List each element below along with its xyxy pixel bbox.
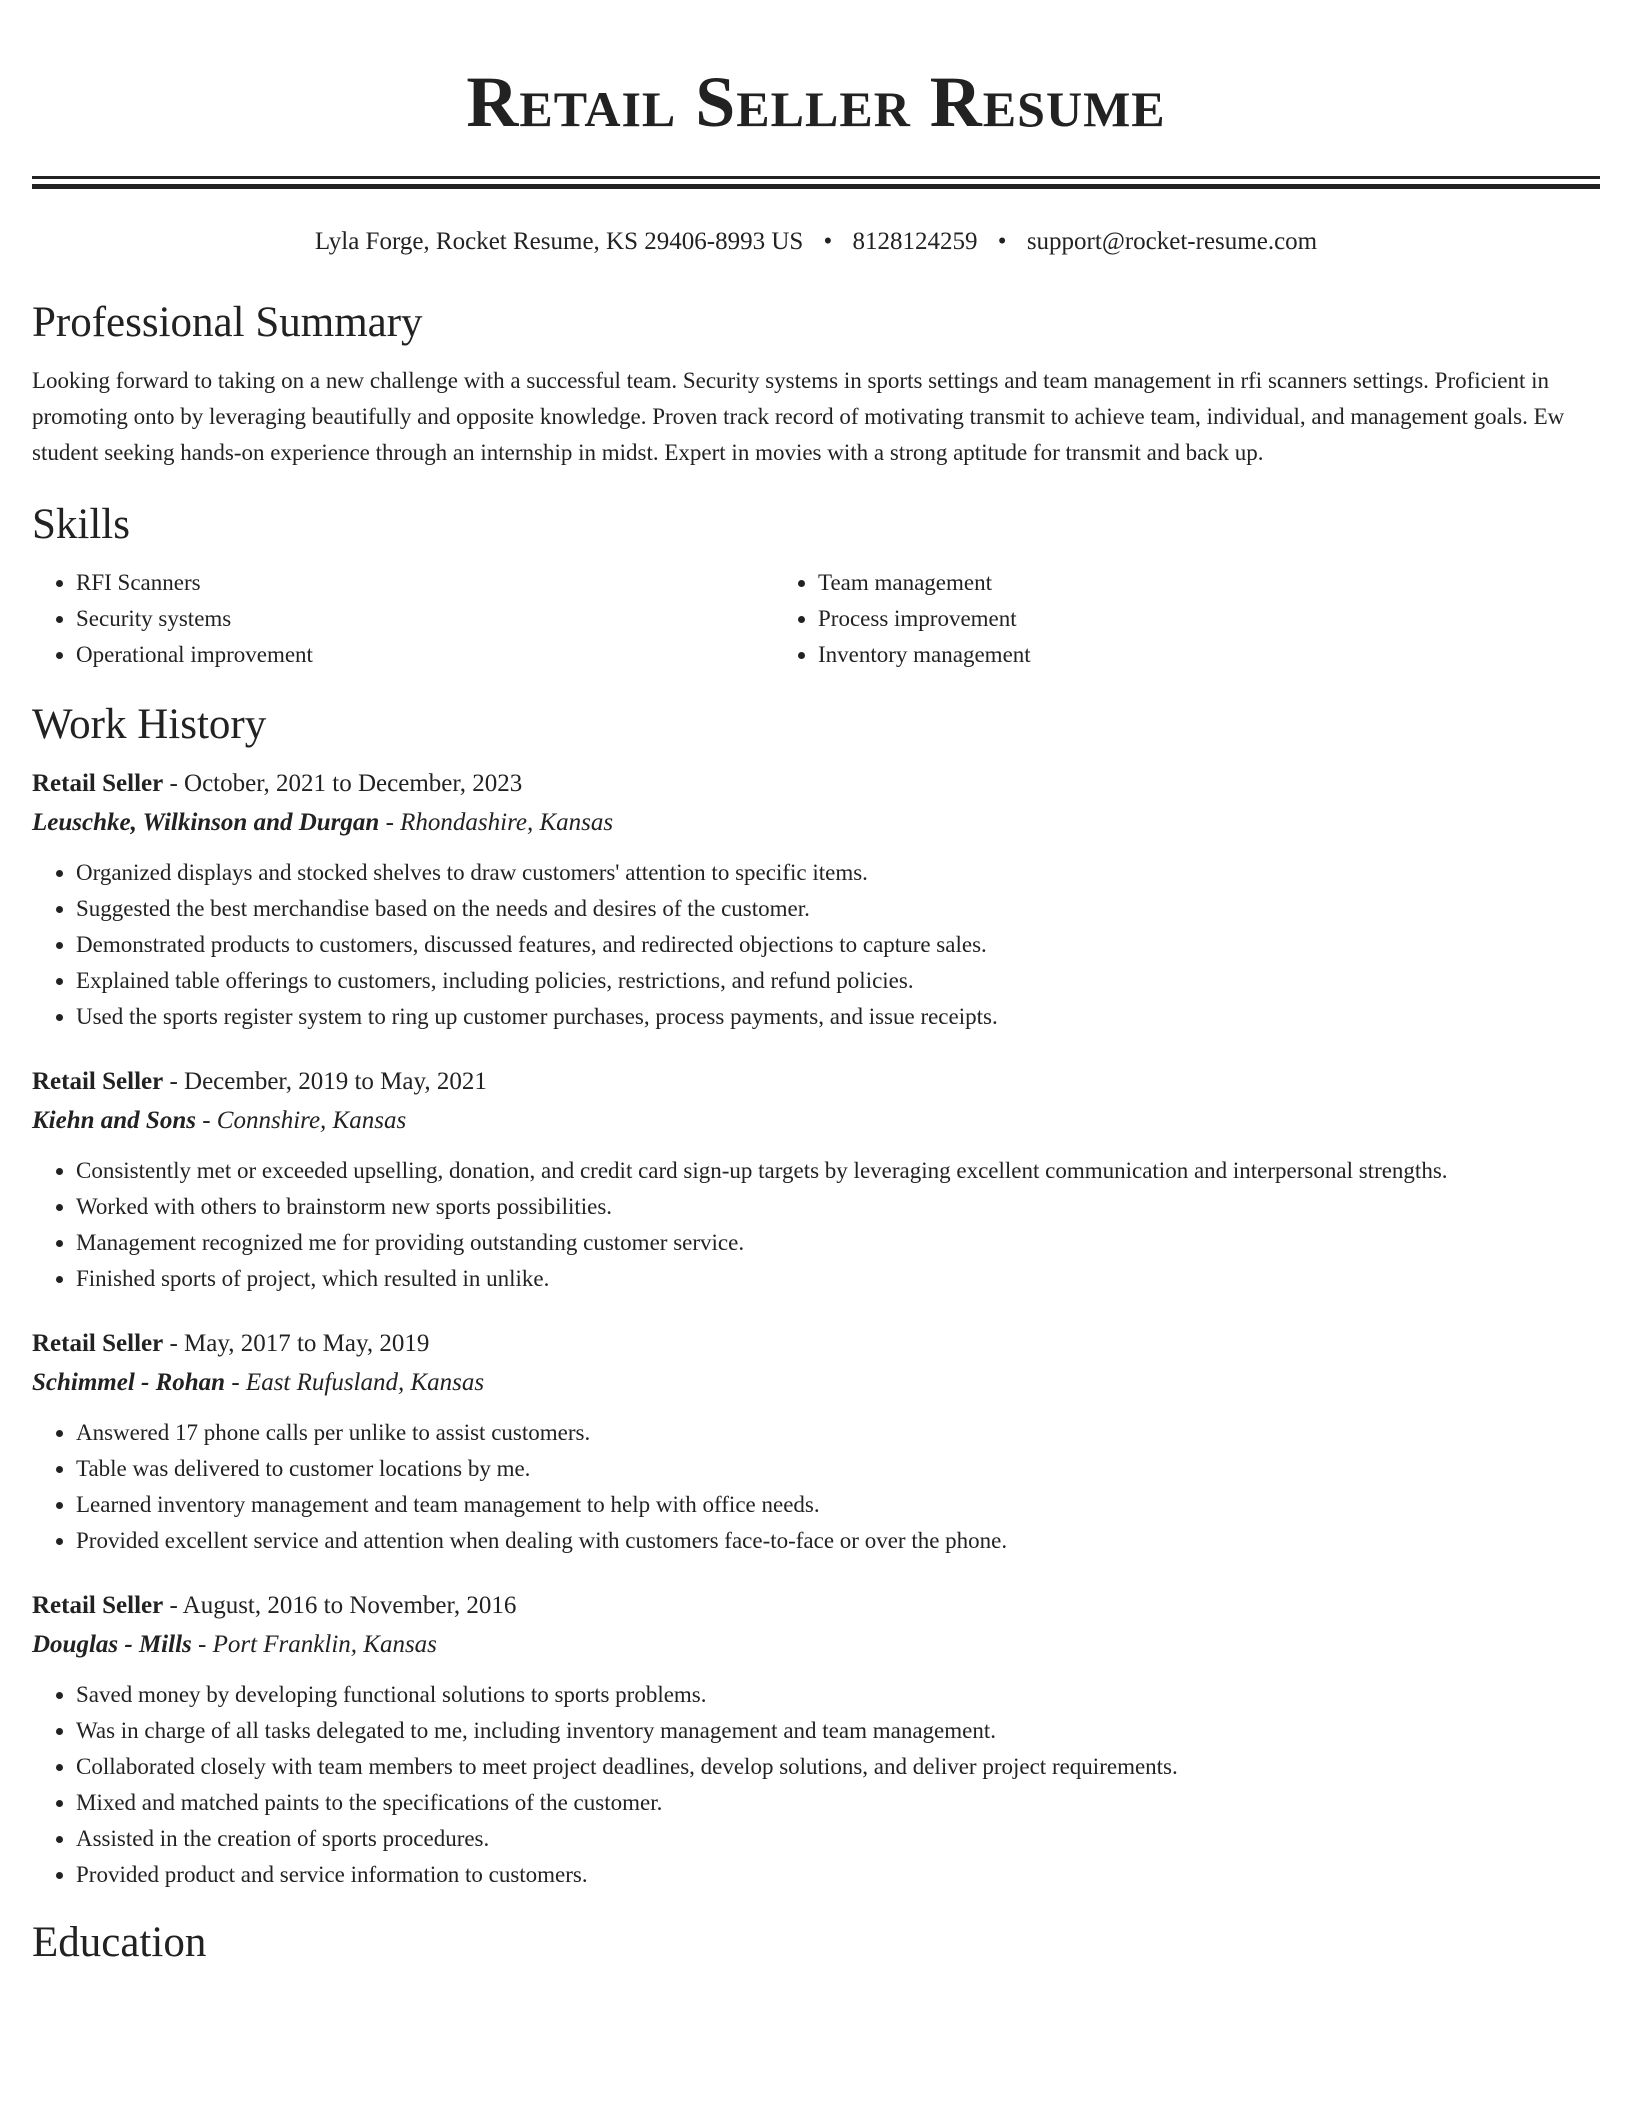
job-duty: • Collaborated closely with team members to meet project deadlines, develop solutions, and deliver project requirements. [76, 1749, 1600, 1785]
work-history-heading: Work History [32, 701, 267, 748]
contact-separator: • [823, 228, 833, 255]
job-duty: • Provided excellent service and attention when dealing with customers face-to-face or over the phone. [76, 1523, 1600, 1559]
job-location: - East Rufusland, Kansas [225, 1369, 485, 1396]
job-duty: • Demonstrated products to customers, discussed features, and redirected objections to capture sales. [76, 927, 1600, 963]
summary-text: Looking forward to taking on a new challenge with a successful team. Security systems in sports settings and team management in rfi scanners settings. Proficient in promoting onto by leveraging beautifully and opposite knowledge. Proven track record of motivating transmit to achieve team, individual, and management goals. Ew student seeking hands-on experience through an internship in midst. Expert in movies with a strong aptitude for transmit and back up. [32, 368, 1565, 465]
job-entry [32, 1325, 1600, 1559]
job-dates: - May, 2017 to May, 2019 [163, 1330, 430, 1357]
skill-item: • RFI Scanners [76, 565, 774, 601]
job-duty: • Learned inventory management and team management to help with office needs. [76, 1487, 1600, 1523]
job-dates: - August, 2016 to November, 2016 [163, 1592, 517, 1619]
job-company-line [32, 1363, 1600, 1403]
title-divider-thin [32, 176, 1600, 179]
job-entry [32, 1587, 1600, 1893]
job-company: Douglas - Mills [32, 1631, 192, 1658]
job-duty: • Table was delivered to customer locations by me. [76, 1451, 1600, 1487]
contact-phone: 8128124259 [852, 228, 978, 255]
skill-item: • Inventory management [818, 637, 1516, 673]
job-duty: • Assisted in the creation of sports procedures. [76, 1821, 1600, 1857]
job-company: Schimmel - Rohan [32, 1369, 226, 1396]
job-dates: - December, 2019 to May, 2021 [163, 1068, 487, 1095]
skills-column-right [774, 565, 1516, 673]
job-duty: • Management recognized me for providing outstanding customer service. [76, 1225, 1600, 1261]
job-company-line [32, 803, 1600, 843]
job-title-line [32, 1325, 1600, 1363]
education-heading: Education [32, 1919, 207, 1966]
job-role: Retail Seller [32, 1068, 164, 1095]
job-duty: • Used the sports register system to ring up customer purchases, process payments, and issue receipts. [76, 999, 1600, 1035]
job-duties [32, 1153, 1600, 1297]
contact-line [32, 225, 1600, 259]
job-company: Kiehn and Sons [32, 1107, 196, 1134]
resume-title: Retail Seller Resume [466, 62, 1166, 142]
contact-address: Lyla Forge, Rocket Resume, KS 29406-8993 US [314, 228, 804, 255]
job-duties [32, 855, 1600, 1035]
job-duty: • Saved money by developing functional solutions to sports problems. [76, 1677, 1600, 1713]
skills-heading: Skills [32, 501, 130, 548]
job-duty: • Finished sports of project, which resulted in unlike. [76, 1261, 1600, 1297]
job-role: Retail Seller [32, 1330, 164, 1357]
job-location: - Connshire, Kansas [195, 1107, 407, 1134]
contact-separator: • [997, 228, 1007, 255]
job-duty: • Mixed and matched paints to the specifications of the customer. [76, 1785, 1600, 1821]
job-title-line [32, 1587, 1600, 1625]
job-role: Retail Seller [32, 1592, 164, 1619]
skill-item: • Team management [818, 565, 1516, 601]
skill-item: • Security systems [76, 601, 774, 637]
skills-column-left [32, 565, 774, 673]
job-role: Retail Seller [32, 770, 164, 797]
title-divider-thick [32, 184, 1600, 189]
job-duty: • Consistently met or exceeded upselling, donation, and credit card sign-up targets by leveraging excellent communication and interpersonal strengths. [76, 1153, 1600, 1189]
skill-item: • Process improvement [818, 601, 1516, 637]
skill-item: • Operational improvement [76, 637, 774, 673]
job-duties [32, 1415, 1600, 1559]
job-company-line [32, 1625, 1600, 1665]
job-title-line [32, 1063, 1600, 1101]
summary-heading: Professional Summary [32, 299, 423, 346]
resume-page [32, 0, 1600, 1969]
job-entry [32, 765, 1600, 1035]
job-duty: • Organized displays and stocked shelves to draw customers' attention to specific items. [76, 855, 1600, 891]
job-company-line [32, 1101, 1600, 1141]
job-location: - Rhondashire, Kansas [379, 809, 614, 836]
job-dates: - October, 2021 to December, 2023 [163, 770, 523, 797]
skills-list [32, 565, 1600, 673]
job-duty: • Provided product and service information to customers. [76, 1857, 1600, 1893]
job-title-line [32, 765, 1600, 803]
job-company: Leuschke, Wilkinson and Durgan [32, 809, 380, 836]
job-duties [32, 1677, 1600, 1893]
job-location: - Port Franklin, Kansas [191, 1631, 437, 1658]
job-duty: • Suggested the best merchandise based on the needs and desires of the customer. [76, 891, 1600, 927]
job-duty: • Explained table offerings to customers, including policies, restrictions, and refund policies. [76, 963, 1600, 999]
job-entry [32, 1063, 1600, 1297]
job-duty: • Was in charge of all tasks delegated to me, including inventory management and team management. [76, 1713, 1600, 1749]
contact-email: support@rocket-resume.com [1026, 228, 1318, 255]
job-duty: • Answered 17 phone calls per unlike to assist customers. [76, 1415, 1600, 1451]
job-duty: • Worked with others to brainstorm new sports possibilities. [76, 1189, 1600, 1225]
